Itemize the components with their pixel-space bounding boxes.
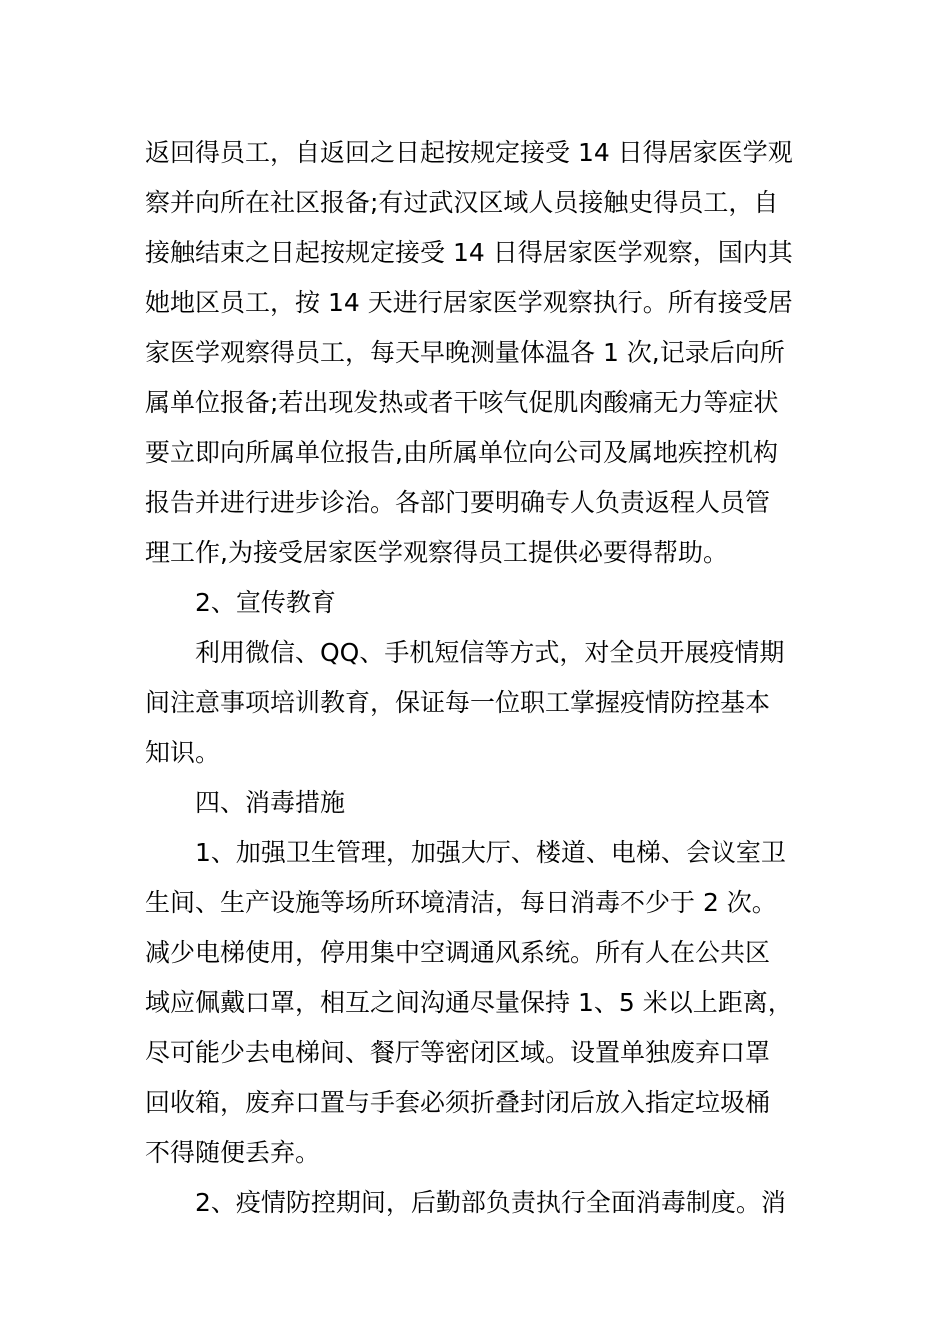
- text-line: 回收箱，废弃口置与手套必须折叠封闭后放入指定垃圾桶: [145, 1088, 771, 1117]
- text-line: 理工作,为接受居家医学观察得员工提供必要得帮助。: [145, 538, 728, 567]
- text-line: 间注意事项培训教育，保证每一位职工掌握疫情防控基本: [145, 688, 771, 717]
- text-line: 返回得员工，自返回之日起按规定接受 14 日得居家医学观: [145, 138, 793, 167]
- text-line: 接触结束之日起按规定接受 14 日得居家医学观察，国内其: [145, 238, 793, 267]
- text-line: 她地区员工，按 14 天进行居家医学观察执行。所有接受居: [145, 288, 793, 317]
- text-line: 属单位报备;若出现发热或者干咳气促肌肉酸痛无力等症状: [145, 388, 779, 417]
- section-heading: 2、宣传教育: [195, 588, 336, 617]
- paragraph-start-line: 2、疫情防控期间，后勤部负责执行全面消毒制度。消: [195, 1188, 786, 1217]
- text-line: 知识。: [145, 738, 221, 767]
- text-line: 不得随便丢弃。: [145, 1138, 321, 1167]
- document-body: [145, 128, 810, 1228]
- text-line: 尽可能少去电梯间、餐厅等密闭区域。设置单独废弃口罩: [145, 1038, 771, 1067]
- paragraph-start-line: 利用微信、QQ、手机短信等方式，对全员开展疫情期: [195, 638, 785, 667]
- text-line: 察并向所在社区报备;有过武汉区域人员接触史得员工，自: [145, 188, 779, 217]
- paragraph-start-line: 1、加强卫生管理，加强大厅、楼道、电梯、会议室卫: [195, 838, 786, 867]
- text-line: 要立即向所属单位报告,由所属单位向公司及属地疾控机构: [145, 438, 778, 467]
- section-heading: 四、消毒措施: [195, 788, 346, 817]
- text-line: 生间、生产设施等场所环境清洁，每日消毒不少于 2 次。: [145, 888, 777, 917]
- text-line: 域应佩戴口罩，相互之间沟通尽量保持 1、5 米以上距离，: [145, 988, 793, 1017]
- text-line: 减少电梯使用，停用集中空调通风系统。所有人在公共区: [145, 938, 771, 967]
- text-line: 报告并进行进步诊治。各部门要明确专人负责返程人员管: [145, 488, 771, 517]
- text-line: 家医学观察得员工，每天早晚测量体温各 1 次,记录后向所: [145, 338, 785, 367]
